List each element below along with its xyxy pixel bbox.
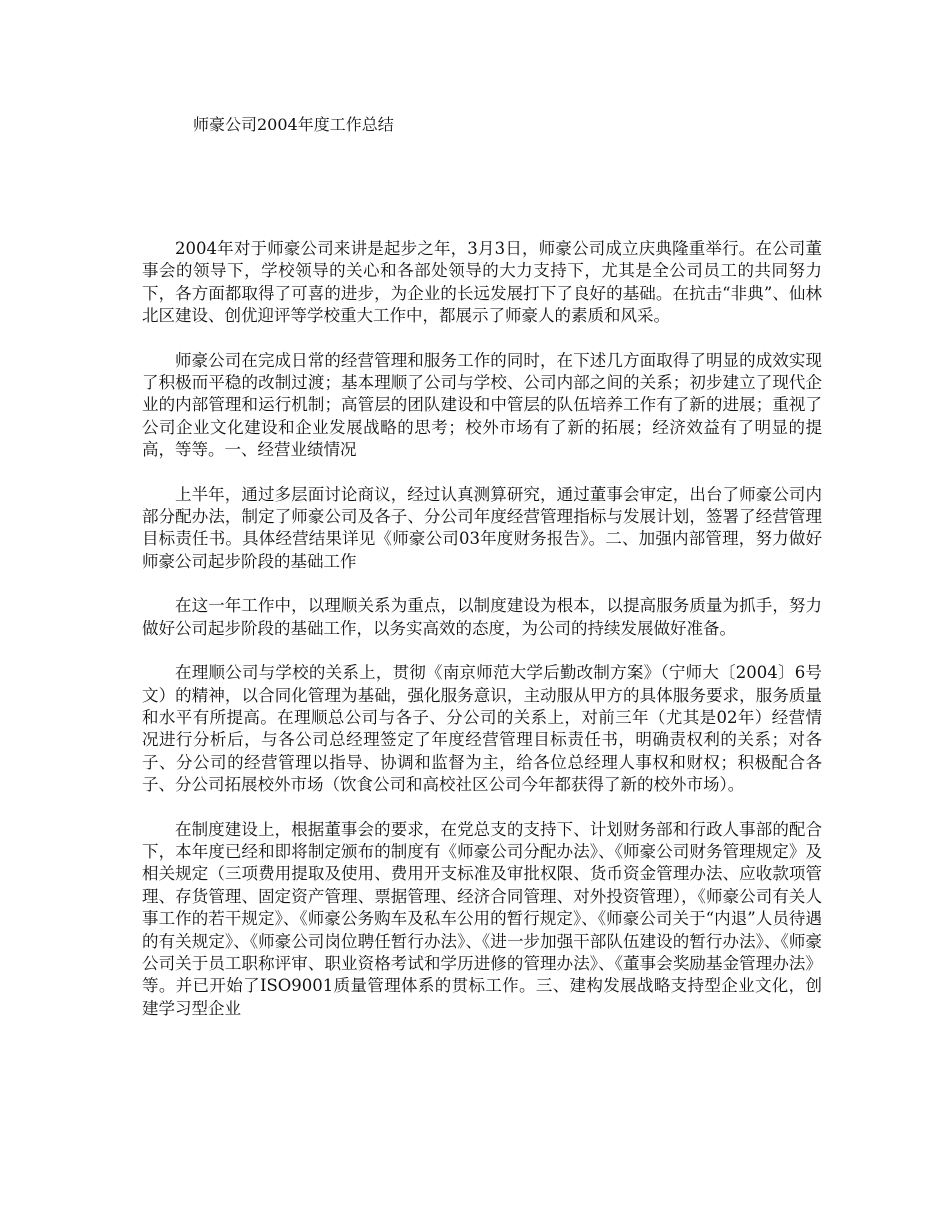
document-title: 师豪公司2004年度工作总结 — [193, 115, 394, 134]
paragraph-6: 在制度建设上，根据董事会的要求，在党总支的支持下、计划财务部和行政人事部的配合下，本年度已经和即将制定颁布的制度有《师豪公司分配办法》、《师豪公司财务管理规定》及相关规定（三项费用提取及使用、费用开支标准及审批权限、货币资金管理办法、应收款项管理、存货管理、固定资产管理、票据管理、经济合同管理、对外投资管理），《师豪公司有关人事工作的若干规定》、《师豪公务购车及私车公用的暂行规定》、《师豪公司关于“内退”人员待遇的有关规定》、《师豪公司岗位聘任暂行办法》、《进一步加强干部队伍建设的暂行办法》、《师豪公司关于员工职称评审、职业资格考试和学历进修的管理办法》、《董事会奖励基金管理办法》等。并已开始了ISO9001质量管理体系的贯标工作。三、建构发展战略支持型企业文化，创建学习型企业 — [142, 819, 822, 1018]
paragraph-1: 2004年对于师豪公司来讲是起步之年，3月3日，师豪公司成立庆典隆重举行。在公司董事会的领导下，学校领导的关心和各部处领导的大力支持下，尤其是全公司员工的共同努力下，各方面都取得了可喜的进步，为企业的长远发展打下了良好的基础。在抗击“非典”、仙林北区建设、创优迎评等学校重大工作中，都展示了师豪人的素质和风采。 — [142, 239, 822, 326]
paragraph-2: 师豪公司在完成日常的经营管理和服务工作的同时，在下述几方面取得了明显的成效实现了积极而平稳的改制过渡；基本理顺了公司与学校、公司内部之间的关系；初步建立了现代企业的内部管理和运行机制；高管层的团队建设和中管层的队伍培养工作有了新的进展；重视了公司企业文化建设和企业发展战略的思考；校外市场有了新的拓展；经济效益有了明显的提高，等等。一、经营业绩情况 — [142, 350, 822, 460]
paragraph-3: 上半年，通过多层面讨论商议，经过认真测算研究，通过董事会审定，出台了师豪公司内部分配办法，制定了师豪公司及各子、分公司年度经营管理指标与发展计划，签署了经营管理目标责任书。具体经营结果详见《师豪公司03年度财务报告》。二、加强内部管理，努力做好师豪公司起步阶段的基础工作 — [142, 484, 822, 571]
paragraph-5: 在理顺公司与学校的关系上，贯彻《南京师范大学后勤改制方案》（宁师大〔2004〕6号文）的精神，以合同化管理为基础，强化服务意识，主动服从甲方的具体服务要求，服务质量和水平有所提高。在理顺总公司与各子、分公司的关系上，对前三年（尤其是02年）经营情况进行分析后，与各公司总经理签定了年度经营管理目标责任书，明确责权利的关系；对各子、分公司的经营管理以指导、协调和监督为主，给各位总经理人事权和财权；积极配合各子、分公司拓展校外市场（饮食公司和高校社区公司今年都获得了新的校外市场）。 — [142, 663, 822, 795]
document-body — [142, 238, 822, 1042]
paragraph-4: 在这一年工作中，以理顺关系为重点，以制度建设为根本，以提高服务质量为抓手，努力做好公司起步阶段的基础工作，以务实高效的态度，为公司的持续发展做好准备。 — [142, 596, 822, 638]
